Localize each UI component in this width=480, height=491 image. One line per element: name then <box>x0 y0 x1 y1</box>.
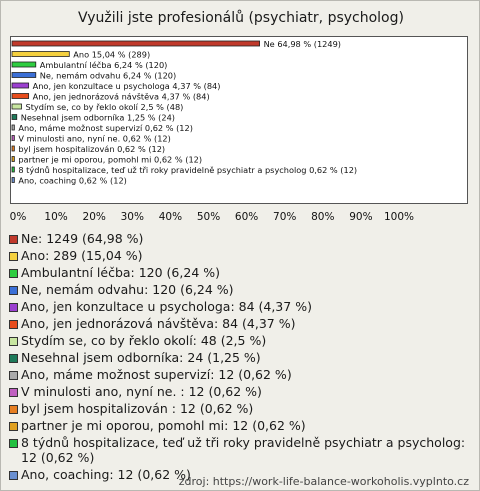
bar <box>12 104 22 109</box>
legend-swatch <box>9 337 18 346</box>
bar-label: Ne 64,98 % (1249) <box>263 39 341 49</box>
x-tick-label: 10% <box>44 211 68 223</box>
bar-label: Nesehnal jsem odborníka 1,25 % (24) <box>20 112 175 123</box>
bar <box>12 52 69 57</box>
legend <box>9 231 475 484</box>
legend-item <box>9 299 475 314</box>
bar <box>12 41 260 46</box>
x-tick-label: 20% <box>82 211 106 223</box>
x-tick-label: 100% <box>383 211 415 223</box>
legend-label: Stydím se, co by řeklo okolí: 48 (2,5 %) <box>21 333 267 348</box>
bar-label: partner je mi oporou, pomohl mi 0,62 % (12) <box>18 154 203 165</box>
legend-swatch <box>9 286 18 295</box>
bar-label: V minulosti ano, nyní ne. 0,62 % (12) <box>18 133 171 144</box>
bar <box>12 125 14 130</box>
source-note: zdroj: https://work-life-balance-workoholis.vyplnto.cz <box>178 475 469 488</box>
x-tick-label: 80% <box>311 211 335 223</box>
legend-item <box>9 418 475 433</box>
bar-label: Ano, máme možnost supervizí 0,62 % (12) <box>18 123 193 133</box>
x-tick-label: 90% <box>349 211 373 223</box>
legend-item <box>9 384 475 399</box>
bar-label: Stydím se, co by řeklo okolí 2,5 % (48) <box>25 102 184 112</box>
legend-label: Ano, jen jednorázová návštěva: 84 (4,37 %) <box>21 316 296 331</box>
bar-label: Ambulantní léčba 6,24 % (120) <box>39 60 168 70</box>
bar <box>12 157 14 162</box>
bar-label: 8 týdnů hospitalizace, teď už tři roky pravidelně psychiatr a psycholog 0,62 % (12) <box>18 165 358 175</box>
legend-item <box>9 435 475 465</box>
bar <box>12 62 36 67</box>
bar <box>12 73 36 78</box>
legend-label: Ano, jen konzultace u psychologa: 84 (4,37 %) <box>21 299 312 314</box>
legend-swatch <box>9 439 18 448</box>
x-tick-label: 40% <box>158 211 183 223</box>
legend-label: Nesehnal jsem odborníka: 24 (1,25 %) <box>21 350 261 365</box>
legend-label: Ano, máme možnost supervizí: 12 (0,62 %) <box>21 367 292 382</box>
legend-label: byl jsem hospitalizován : 12 (0,62 %) <box>21 401 254 416</box>
legend-label: Ambulantní léčba: 120 (6,24 %) <box>21 265 220 280</box>
bar <box>12 136 14 141</box>
bar-label: Ano, coaching 0,62 % (12) <box>18 175 127 186</box>
bar-label: Ano, jen jednorázová návštěva 4,37 % (84) <box>32 91 210 102</box>
bar-label: Ano, jen konzultace u psychologa 4,37 % (84) <box>32 81 221 91</box>
x-tick-label: 60% <box>234 211 259 223</box>
legend-swatch <box>9 422 18 431</box>
bar-label: byl jsem hospitalizován 0,62 % (12) <box>18 144 166 154</box>
x-tick-label: 70% <box>273 211 297 223</box>
legend-item <box>9 282 475 297</box>
legend-item <box>9 248 475 263</box>
legend-label: 8 týdnů hospitalizace, teď už tři roky pravidelně psychiatr a psycholog: 12 (0,62 %) <box>21 435 466 465</box>
legend-item <box>9 350 475 365</box>
legend-label: Ano: 289 (15,04 %) <box>21 248 143 263</box>
legend-swatch <box>9 354 18 363</box>
x-tick-label: 30% <box>120 211 144 223</box>
bar <box>12 178 14 183</box>
bar-chart <box>1 1 480 231</box>
bar <box>12 83 29 88</box>
legend-item <box>9 367 475 382</box>
bar <box>12 115 17 120</box>
legend-item <box>9 231 475 246</box>
bar <box>12 146 14 151</box>
legend-swatch <box>9 235 18 244</box>
bar <box>12 94 29 99</box>
legend-swatch <box>9 320 18 329</box>
legend-item <box>9 333 475 348</box>
legend-label: Ano, coaching: 12 (0,62 %) <box>21 467 191 482</box>
x-tick-label: 50% <box>196 211 221 223</box>
legend-swatch <box>9 371 18 380</box>
legend-label: partner je mi oporou, pomohl mi: 12 (0,62 %) <box>21 418 306 433</box>
legend-item <box>9 316 475 331</box>
bar <box>12 167 14 172</box>
chart-title: Využili jste profesionálů (psychiatr, psycholog) <box>78 10 404 26</box>
legend-label: Ne: 1249 (64,98 %) <box>21 231 144 246</box>
legend-swatch <box>9 303 18 312</box>
legend-item <box>9 265 475 280</box>
legend-swatch <box>9 388 18 397</box>
legend-swatch <box>9 252 18 261</box>
legend-label: Ne, nemám odvahu: 120 (6,24 %) <box>21 282 234 297</box>
legend-item <box>9 401 475 416</box>
bar-label: Ano 15,04 % (289) <box>73 49 151 60</box>
legend-label: V minulosti ano, nyní ne. : 12 (0,62 %) <box>21 384 262 399</box>
x-tick-label: 0% <box>9 211 27 223</box>
legend-swatch <box>9 471 18 480</box>
bar-label: Ne, nemám odvahu 6,24 % (120) <box>39 70 177 81</box>
legend-swatch <box>9 405 18 414</box>
legend-swatch <box>9 269 18 278</box>
